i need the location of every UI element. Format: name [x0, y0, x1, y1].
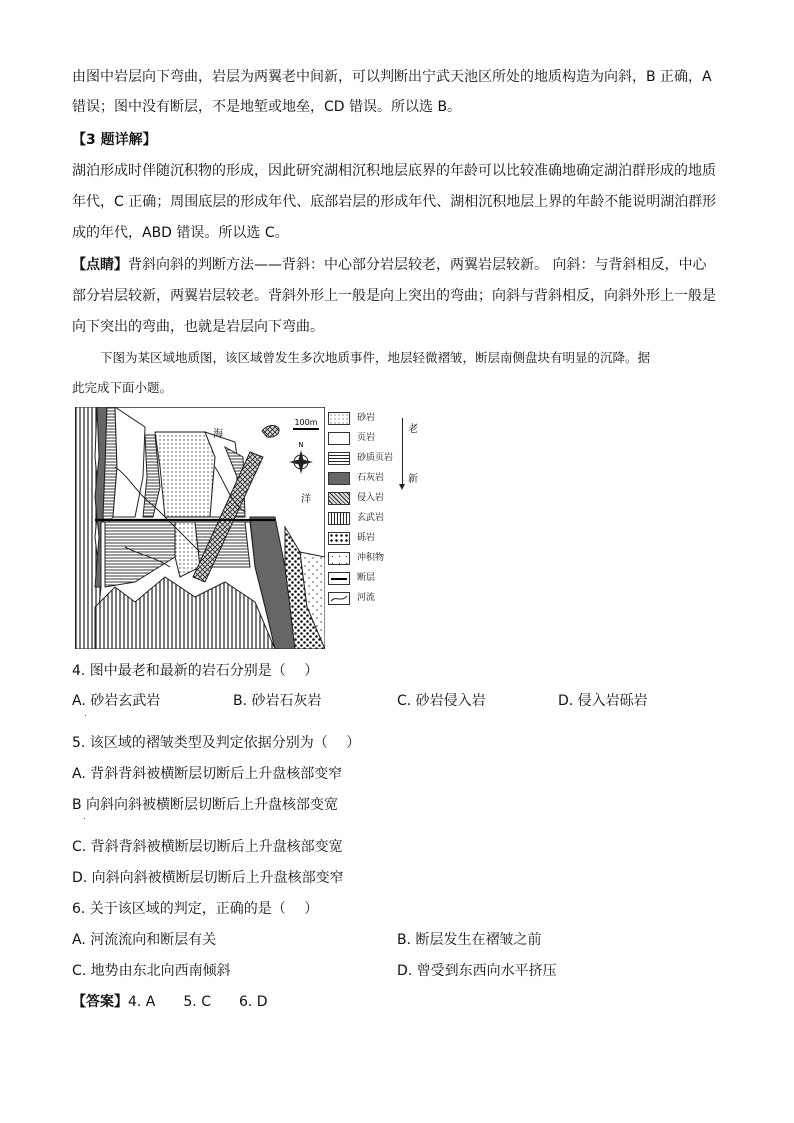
legend-label: 砂岩 — [357, 413, 376, 423]
tip-line — [72, 255, 706, 275]
explanation-line: 向下突出的弯曲，也就是岩层向下弯曲。 — [72, 319, 324, 335]
legend-label: 砂质页岩 — [357, 453, 394, 463]
legend-label: 河流 — [357, 593, 376, 603]
legend-label: 冲积物 — [357, 553, 385, 563]
fault-swatch — [328, 572, 350, 585]
q6-option-c[interactable]: C. 地势由东北向西南倾斜 — [72, 963, 231, 979]
answer-line — [72, 992, 268, 1012]
intro-line: 下图为某区域地质图，该区域曾发生多次地质事件，地层轻微褶皱，断层南侧盘块有明显的沉降。据 — [100, 350, 651, 365]
stray-dot: . — [84, 709, 87, 719]
geologic-map — [75, 407, 325, 649]
question-5-stem: 5. 该区域的褶皱类型及判定依据分别为（ ） — [72, 735, 361, 751]
q4-option-c[interactable]: C. 砂岩侵入岩 — [397, 693, 486, 709]
q4-option-d[interactable]: D. 侵入岩砾岩 — [558, 693, 648, 709]
q4-option-b[interactable]: B. 砂岩石灰岩 — [233, 693, 322, 709]
explanation-line: 年代，C 正确；周围底层的形成年代、底部岩层的形成年代、湖相沉积地层上界的年龄不能说明湖泊群形 — [72, 194, 717, 210]
shale-swatch — [328, 432, 350, 445]
legend-label: 砾岩 — [357, 533, 376, 543]
sea-label: 海 — [213, 429, 223, 440]
sandy-shale-swatch — [328, 452, 350, 465]
q6-option-b[interactable]: B. 断层发生在褶皱之前 — [397, 932, 542, 948]
explanation-line: 由图中岩层向下弯曲，岩层为两翼老中间新，可以判断出宁武天池区所处的地质构造为向斜，B 正确，A — [72, 69, 712, 85]
q5-option-a[interactable]: A. 背斜背斜被横断层切断后上升盘核部变窄 — [72, 766, 343, 782]
explanation-line: 成的年代，ABD 错误。所以选 C。 — [72, 225, 289, 241]
legend-label: 断层 — [357, 573, 376, 583]
sandstone-swatch — [328, 412, 350, 425]
question-4-stem: 4. 图中最老和最新的岩石分别是（ ） — [72, 663, 319, 679]
conglomerate-swatch — [328, 532, 350, 545]
q5-option-c[interactable]: C. 背斜背斜被横断层切断后上升盘核部变宽 — [72, 839, 343, 855]
intrusive-rock-swatch — [328, 492, 350, 505]
tip-tag: 【点睛】 — [72, 257, 128, 273]
stray-dot: . — [83, 812, 86, 822]
answer-tag: 【答案】 — [72, 994, 128, 1010]
geologic-map-svg — [75, 407, 325, 649]
legend-label: 石灰岩 — [357, 473, 385, 483]
tip-text: 背斜向斜的判断方法——背斜：中心部分岩层较老，两翼岩层较新。 向斜：与背斜相反，中心 — [128, 257, 707, 273]
q6-option-d[interactable]: D. 曾受到东西向水平挤压 — [397, 963, 557, 979]
alluvium-swatch — [328, 552, 350, 565]
arrow-head-icon — [399, 484, 405, 490]
ocean-label: 洋 — [301, 494, 311, 505]
explanation-line: 错误；图中没有断层，不是地堑或地垒，CD 错误。所以选 B。 — [72, 99, 462, 115]
section-heading: 【3 题详解】 — [72, 132, 157, 148]
legend-label: 页岩 — [357, 433, 376, 443]
legend-label: 玄武岩 — [357, 513, 385, 523]
river-swatch — [328, 592, 350, 605]
explanation-line: 湖泊形成时伴随沉积物的形成，因此研究湖相沉积地层底界的年龄可以比较准确地确定湖泊群形成的地质 — [72, 163, 716, 179]
q5-option-b[interactable]: B 向斜向斜被横断层切断后上升盘核部变宽 — [72, 797, 339, 813]
age-new-label: 新 — [408, 474, 418, 485]
q6-option-a[interactable]: A. 河流流向和断层有关 — [72, 932, 217, 948]
north-label: N — [298, 441, 304, 449]
limestone-swatch — [328, 472, 350, 485]
intro-line: 此完成下面小题。 — [72, 380, 173, 395]
q4-option-a[interactable]: A. 砂岩玄武岩 — [72, 693, 161, 709]
age-old-label: 老 — [408, 424, 418, 435]
answer-text: 4. A 5. C 6. D — [128, 994, 268, 1010]
scale-label: 100m — [294, 418, 318, 427]
explanation-line: 部分岩层较新，两翼岩层较老。背斜外形上一般是向上突出的弯曲；向斜与背斜相反，向斜外形上一般是 — [72, 288, 716, 304]
legend-label: 侵入岩 — [357, 493, 385, 503]
basalt-swatch — [328, 512, 350, 525]
question-6-stem: 6. 关于该区域的判定，正确的是（ ） — [72, 901, 319, 917]
age-arrow — [402, 418, 403, 488]
q5-option-d[interactable]: D. 向斜向斜被横断层切断后上升盘核部变窄 — [72, 870, 344, 886]
